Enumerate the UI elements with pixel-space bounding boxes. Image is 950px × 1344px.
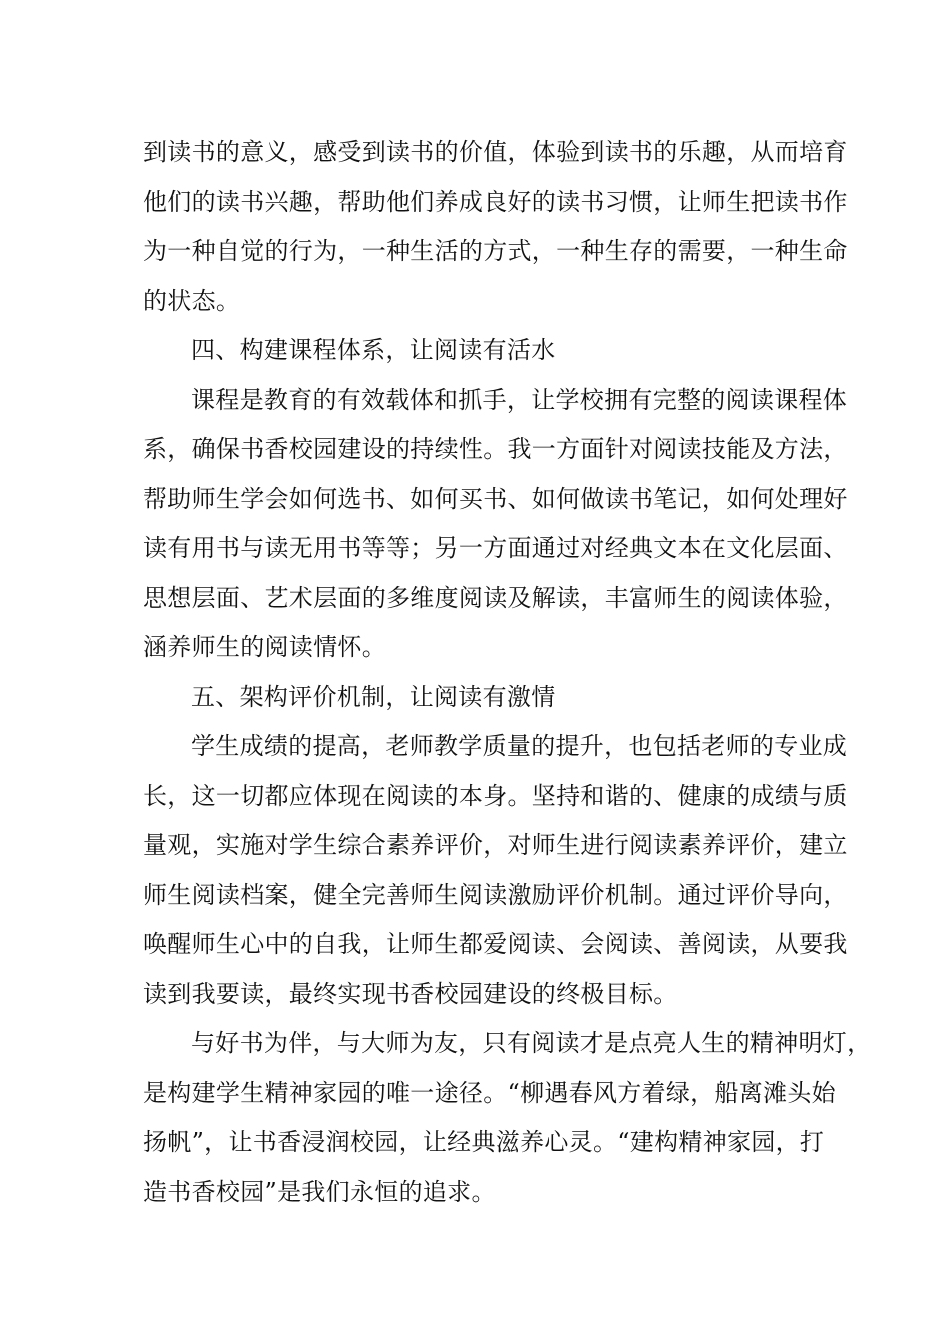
paragraph-line: 与好书为伴，与大师为友，只有阅读才是点亮人生的精神明灯，	[191, 1029, 872, 1057]
document-body	[143, 128, 872, 1217]
paragraph-line: 唤醒师生心中的自我，让师生都爱阅读、会阅读、善阅读，从要我	[143, 930, 848, 958]
paragraph-line: 是构建学生精神家园的唯一途径。“柳遇春风方着绿，船离滩头始	[143, 1078, 836, 1107]
paragraph-line: 到读书的意义，感受到读书的价值，体验到读书的乐趣，从而培育	[143, 138, 848, 166]
section-heading: 四、构建课程体系，让阅读有活水	[191, 336, 556, 364]
paragraph-line: 量观，实施对学生综合素养评价，对师生进行阅读素养评价，建立	[143, 831, 848, 859]
paragraph-line: 帮助师生学会如何选书、如何买书、如何做读书笔记，如何处理好	[143, 484, 848, 513]
section-heading: 五、架构评价机制，让阅读有激情	[191, 682, 556, 711]
paragraph-line: 读到我要读，最终实现书香校园建设的终极目标。	[143, 979, 678, 1008]
paragraph-line: 他们的读书兴趣，帮助他们养成良好的读书习惯，让师生把读书作	[143, 187, 848, 216]
paragraph-line: 扬帆”，让书香浸润校园，让经典滋养心灵。“建构精神家园，打	[143, 1128, 825, 1156]
paragraph-line: 课程是教育的有效载体和抓手，让学校拥有完整的阅读课程体	[191, 385, 848, 414]
paragraph-line: 师生阅读档案，健全完善师生阅读激励评价机制。通过评价导向，	[143, 880, 848, 909]
paragraph-line: 系，确保书香校园建设的持续性。我一方面针对阅读技能及方法，	[143, 435, 848, 463]
paragraph-line: 长，这一切都应体现在阅读的本身。坚持和谐的、健康的成绩与质	[143, 781, 848, 810]
paragraph-line: 为一种自觉的行为，一种生活的方式，一种生存的需要，一种生命	[143, 237, 848, 265]
paragraph-line: 读有用书与读无用书等等；另一方面通过对经典文本在文化层面、	[143, 534, 848, 562]
paragraph-line: 学生成绩的提高，老师教学质量的提升，也包括老师的专业成	[191, 732, 848, 760]
paragraph-line: 造书香校园”是我们永恒的追求。	[143, 1177, 496, 1206]
paragraph-line: 涵养师生的阅读情怀。	[143, 633, 386, 661]
paragraph-line: 思想层面、艺术层面的多维度阅读及解读，丰富师生的阅读体验，	[143, 583, 848, 612]
paragraph-line: 的状态。	[143, 286, 241, 315]
